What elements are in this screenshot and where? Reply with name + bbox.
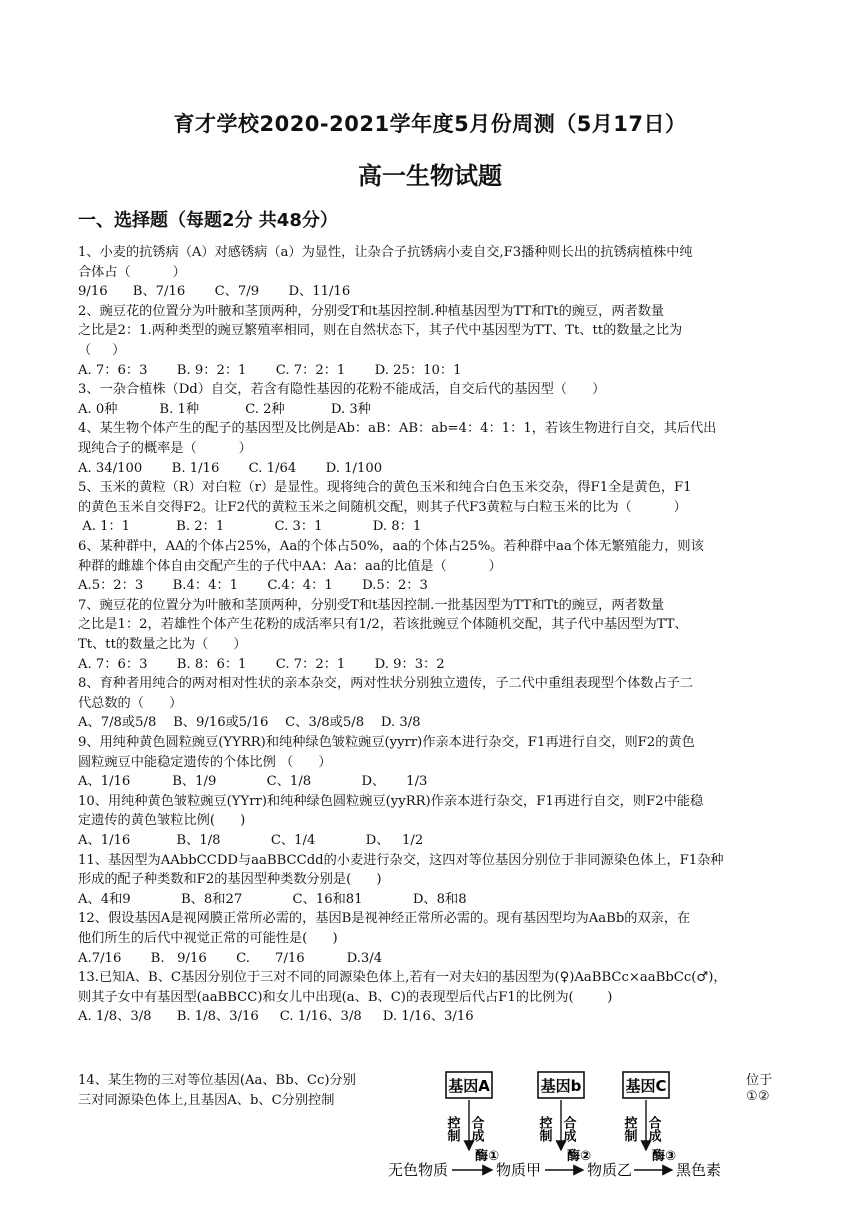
question-line: （ ） bbox=[78, 343, 126, 358]
synth-label-1: 合成 bbox=[468, 1116, 484, 1142]
synth-label-3: 合成 bbox=[645, 1116, 661, 1142]
question-line: A.7/16 B. 9/16 C. 7/16 D.3/4 bbox=[78, 950, 383, 966]
question-line: A. 1：1 B. 2：1 C. 3：1 D. 8：1 bbox=[78, 519, 422, 535]
gene-box-a bbox=[446, 1072, 492, 1098]
enzyme-3-label: 酶③ bbox=[652, 1149, 677, 1164]
question-line: A. 7：6：3 B. 9：2：1 C. 7：2：1 D. 25：10：1 bbox=[78, 362, 462, 378]
gene-b-label: 基因b bbox=[540, 1077, 582, 1095]
question-line: A. 34/100 B. 1/16 C. 1/64 D. 1/100 bbox=[78, 460, 383, 476]
gene-box-b bbox=[538, 1072, 584, 1098]
question-line: 2、豌豆花的位置分为叶腋和茎顶两种，分别受T和t基因控制.种植基因型为TT和Tt的豌豆，两者数量 bbox=[78, 303, 665, 319]
page-subtitle: 高一生物试题 bbox=[358, 162, 502, 190]
pathway-step-1 bbox=[445, 1100, 485, 1150]
enzyme-1-label: 酶① bbox=[475, 1149, 500, 1164]
enzyme-2-label: 酶② bbox=[567, 1149, 592, 1164]
question-line: 之比是2：1.两种类型的豌豆繁殖率相同，则在自然状态下，其子代中基因型为TT、Tt、tt的数量之比为 bbox=[78, 323, 683, 339]
question-line: A.5：2：3 B.4：4：1 C.4：4：1 D.5：2：3 bbox=[78, 578, 428, 594]
question-line: A、4和9 B、8和27 C、16和81 D、8和8 bbox=[78, 891, 467, 907]
question-line: 的黄色玉米自交得F2。让F2代的黄粒玉米之间随机交配，则其子代F3黄粒与白粒玉米的比为（ ） bbox=[78, 499, 687, 515]
pathway-step-2 bbox=[537, 1100, 577, 1150]
question-line: A、1/16 B、1/9 C、1/8 D、 1/3 bbox=[78, 774, 428, 790]
question-line: A、1/16 B、1/8 C、1/4 D、 1/2 bbox=[78, 833, 424, 848]
substance-jia: 物质甲 bbox=[496, 1161, 542, 1179]
question-line: A. 7：6：3 B. 8：6：1 C. 7：2：1 D. 9：3：2 bbox=[78, 656, 445, 672]
question-line: 6、某种群中，AA的个体占25%，Aa的个体占50%，aa的个体占25%。若种群中aa个体无繁殖能力，则该 bbox=[78, 539, 704, 554]
question-line: 11、基因型为AAbbCCDD与aaBBCCdd的小麦进行杂交，这四对等位基因分别位于非同源染色体上，F1杂种 bbox=[78, 852, 724, 868]
question-line: 13.已知A、B、C基因分别位于三对不同的同源染色体上,若有一对夫妇的基因型为(♀)AaBBCc×aaBbCc(♂)， bbox=[78, 970, 727, 986]
question-14-line-2: 三对同源染色体上,且基因A、b、C分别控制 bbox=[78, 1093, 335, 1108]
question-line: 之比是1：2，若雄性个体产生花粉的成活率只有1/2，若该批豌豆个体随机交配，其子代中基因型为TT、 bbox=[78, 617, 688, 633]
question-line: 1、小麦的抗锈病（A）对感锈病（a）为显性，让杂合子抗锈病小麦自交,F3播种则长出的抗锈病植株中纯 bbox=[78, 245, 693, 260]
control-label-3: 控制 bbox=[621, 1116, 637, 1142]
question-line: 则其子女中有基因型(aaBBCC)和女儿中出现(a、B、C)的表现型后代占F1的比例为( ) bbox=[78, 989, 613, 1005]
question-line: 形成的配子种类数和F2的基因型种类数分别是( ) bbox=[78, 872, 382, 888]
question-line: 8、育种者用纯合的两对相对性状的亲本杂交，两对性状分别独立遗传，子二代中重组表现型个体数占子二 bbox=[78, 676, 694, 692]
question-14-right-1: 位于 bbox=[746, 1073, 773, 1088]
question-line: A. 1/8、3/8 B. 1/8、3/16 C. 1/16、3/8 D. 1/16、3/16 bbox=[78, 1009, 474, 1025]
question-line: 4、某生物个体产生的配子的基因型及比例是Ab：aB：AB：ab=4：4：1：1，若该生物进行自交，其后代出 bbox=[78, 421, 717, 437]
control-label-1: 控制 bbox=[444, 1116, 460, 1142]
question-line: 5、玉米的黄粒（R）对白粒（r）是显性。现将纯合的黄色玉米和纯合白色玉米交杂，得F1全是黄色，F1 bbox=[78, 480, 692, 496]
question-line: 10、用纯种黄色皱粒豌豆(YYrr)和纯种绿色圆粒豌豆(yyRR)作亲本进行杂交，F1再进行自交，则F2中能稳 bbox=[78, 793, 704, 809]
gene-a-label: 基因A bbox=[448, 1077, 490, 1095]
substance-melanin: 黑色素 bbox=[676, 1161, 722, 1179]
gene-c-label: 基因C bbox=[625, 1077, 667, 1095]
pathway-step-3 bbox=[622, 1100, 662, 1150]
substance-colorless: 无色物质 bbox=[388, 1161, 449, 1179]
question-line: 3、一杂合植株（Dd）自交，若含有隐性基因的花粉不能成活，自交后代的基因型（ ） bbox=[78, 382, 606, 398]
question-line: A. 0种 B. 1种 C. 2种 D. 3种 bbox=[78, 401, 371, 417]
question-line: 12、假设基因A是视网膜正常所必需的，基因B是视神经正常所必需的。现有基因型均为AaBb的双亲，在 bbox=[78, 911, 691, 927]
question-line: 他们所生的后代中视觉正常的可能性是( ) bbox=[78, 931, 338, 946]
question-line: A、7/8或5/8 B、9/16或5/16 C、3/8或5/8 D. 3/8 bbox=[78, 715, 421, 731]
page-title: 育才学校2020-2021学年度5月份周测（5月17日） bbox=[173, 112, 687, 136]
synth-label-2: 合成 bbox=[560, 1116, 576, 1142]
question-14-line-1: 14、某生物的三对等位基因(Aa、Bb、Cc)分别 bbox=[78, 1073, 356, 1088]
section-heading: 一、选择题（每题2分 共48分） bbox=[78, 210, 338, 231]
substance-yi: 物质乙 bbox=[587, 1161, 633, 1179]
question-14-right-2: ①② bbox=[746, 1089, 770, 1104]
question-line: 代总数的（ ） bbox=[78, 695, 183, 711]
question-line: 种群的雌雄个体自由交配产生的子代中AA：Aa：aa的比值是（ ） bbox=[78, 558, 502, 574]
gene-box-c bbox=[623, 1072, 669, 1098]
question-line: Tt、tt的数量之比为（ ） bbox=[78, 637, 247, 652]
question-line: 圆粒豌豆中能稳定遗传的个体比例 （ ） bbox=[78, 754, 332, 770]
question-line: 定遗传的黄色皱粒比例( ) bbox=[78, 813, 246, 829]
control-label-2: 控制 bbox=[536, 1116, 552, 1142]
question-line: 9、用纯种黄色圆粒豌豆(YYRR)和纯种绿色皱粒豌豆(yyrr)作亲本进行杂交，F1再进行自交，则F2的黄色 bbox=[78, 735, 695, 750]
question-line: 现纯合子的概率是（ ） bbox=[78, 441, 252, 456]
question-line: 7、豌豆花的位置分为叶腋和茎顶两种，分别受T和t基因控制.一批基因型为TT和Tt的豌豆，两者数量 bbox=[78, 597, 665, 613]
question-line: 合体占（ ） bbox=[78, 264, 186, 280]
metabolic-pathway-diagram bbox=[380, 1068, 740, 1188]
question-line: 9/16 B、7/16 C、7/9 D、11/16 bbox=[78, 284, 351, 300]
